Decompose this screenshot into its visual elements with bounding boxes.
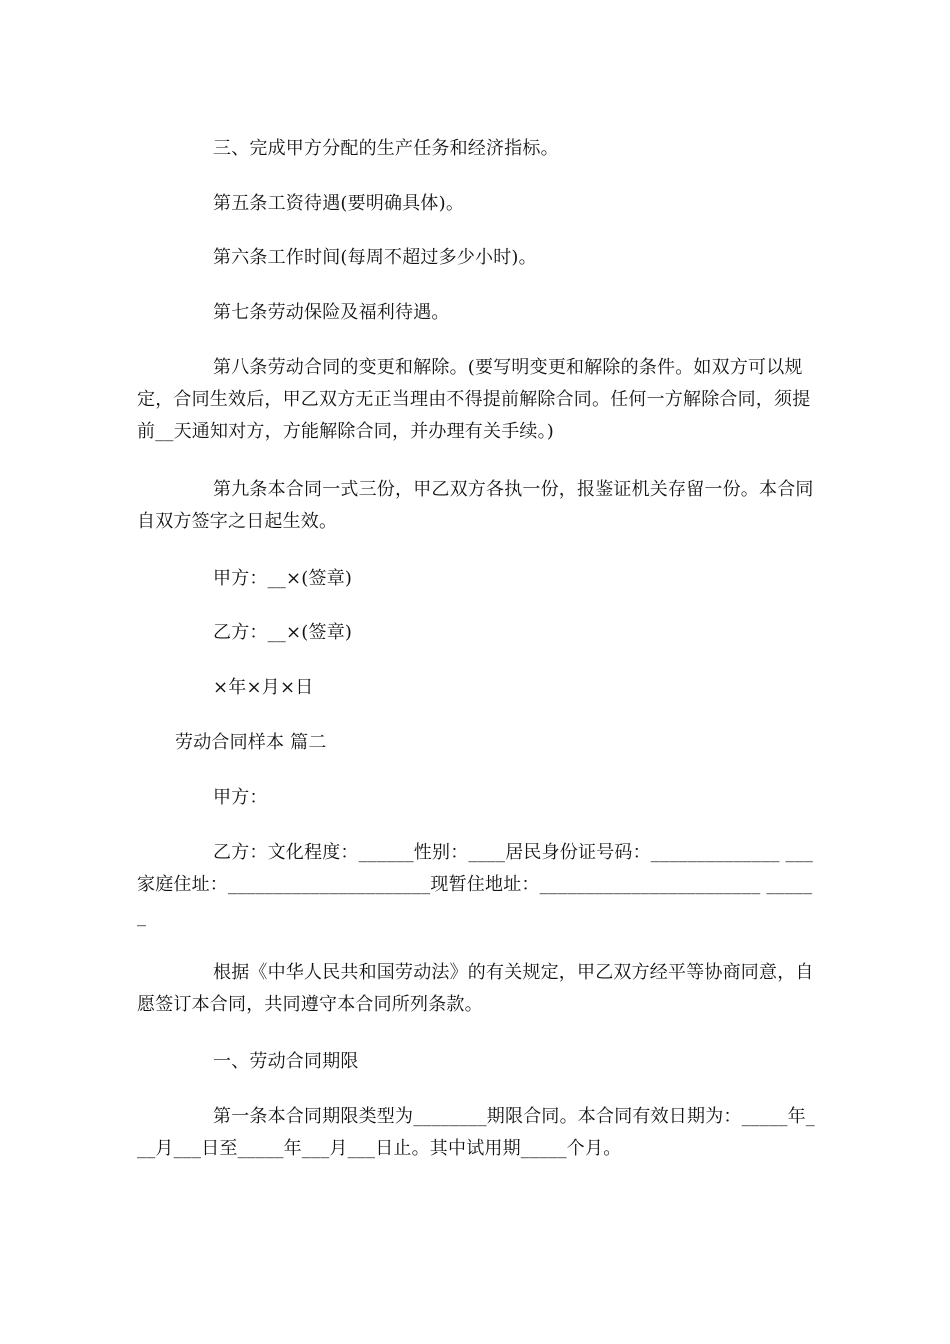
paragraph-task-indicators: 三、完成甲方分配的生产任务和经济指标。 [213, 138, 559, 159]
paragraph-party-b-details: 乙方：文化程度：______性别：____居民身份证号码：______________ ___家庭住址：______________________现暂住地址：________________________ ______ [137, 842, 814, 927]
paragraph-article-1-term: 第一条本合同期限类型为________期限合同。本合同有效日期为：_____年___月___日至_____年___月___日止。其中试用期_____个月。 [137, 1106, 815, 1159]
paragraph-term-heading: 一、劳动合同期限 [213, 1051, 359, 1072]
paragraph-article-7-insurance: 第七条劳动保险及福利待遇。 [213, 302, 450, 323]
paragraph-legal-basis: 根据《中华人民共和国劳动法》的有关规定，甲乙双方经平等协商同意，自愿签订本合同，共同遵守本合同所列条款。 [137, 962, 814, 1015]
paragraph-article-6-hours: 第六条工作时间(每周不超过多少小时)。 [213, 247, 537, 268]
paragraph-party-a-signature: 甲方：__×(签章) [213, 568, 353, 589]
section-heading-sample-2: 劳动合同样本 篇二 [175, 732, 327, 753]
paragraph-article-5-wages: 第五条工资待遇(要明确具体)。 [213, 193, 465, 214]
paragraph-article-9-copies: 第九条本合同一式三份，甲乙双方各执一份，报鉴证机关存留一份。本合同自双方签字之日起生效。 [137, 479, 814, 532]
paragraph-party-a: 甲方： [213, 787, 268, 808]
paragraph-article-8-termination: 第八条劳动合同的变更和解除。(要写明变更和解除的条件。如双方可以规定，合同生效后，甲乙双方无正当理由不得提前解除合同。任何一方解除合同，须提前__天通知对方，方能解除合同，并办理有关手续。) [137, 357, 811, 442]
paragraph-date: ×年×月×日 [213, 677, 314, 698]
paragraph-party-b-signature: 乙方：__×(签章) [213, 622, 353, 643]
